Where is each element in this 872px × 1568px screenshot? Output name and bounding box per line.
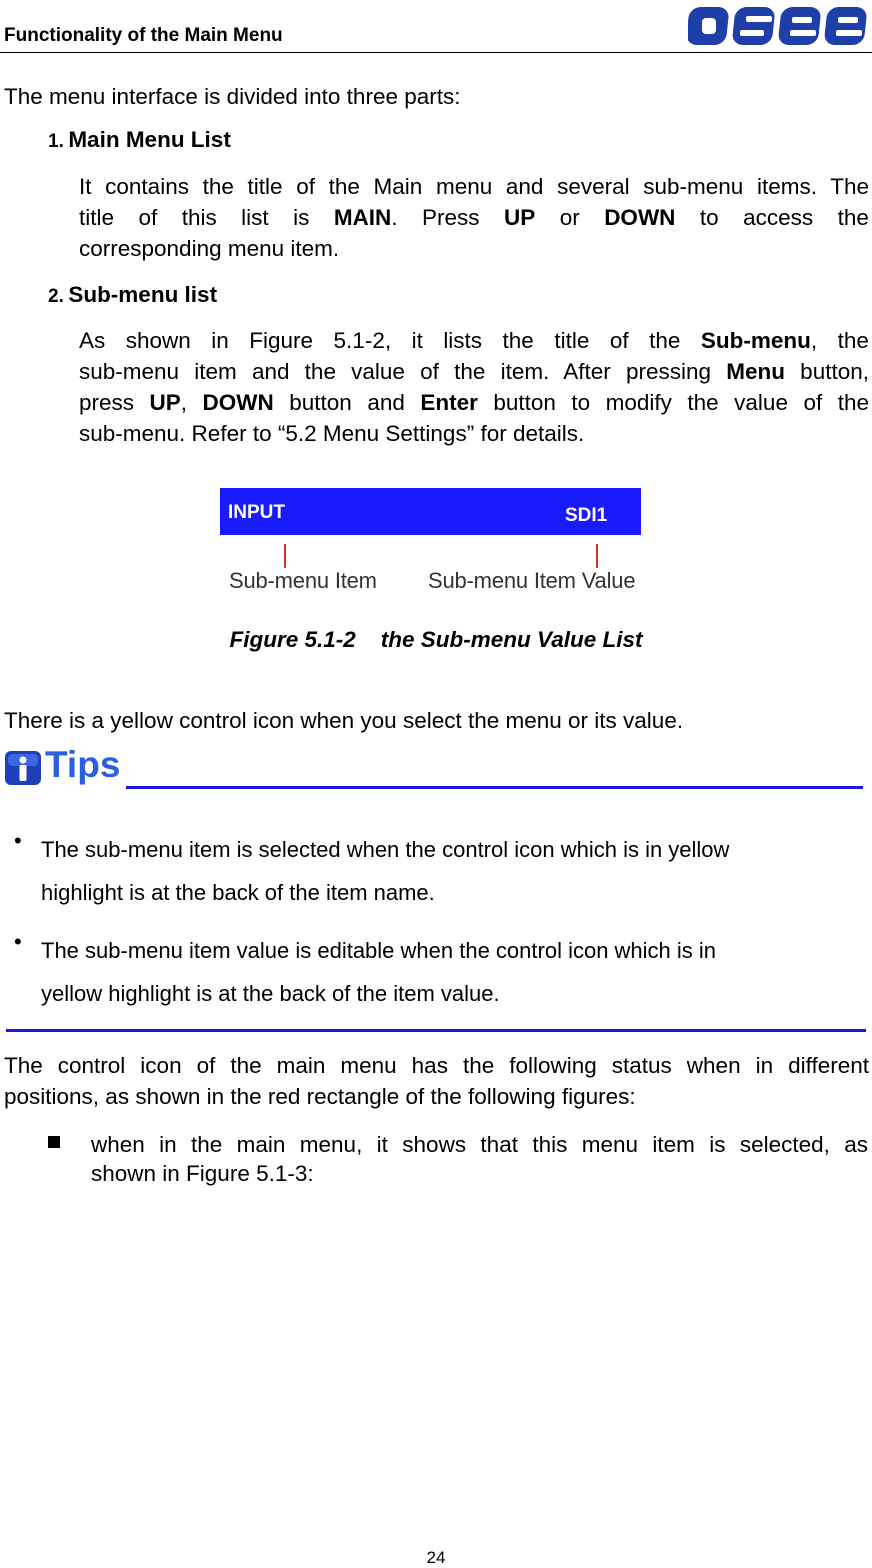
square-bullet-icon (48, 1136, 60, 1148)
tips-bullet-1: The sub-menu item is selected when the control icon which is in yellow highlight is at the back of the item name. (41, 837, 730, 905)
page-number: 24 (426, 1548, 446, 1567)
item-2-line-2: sub-menu item and the value of the item. After pressing Menu button, (79, 359, 869, 384)
osee-logo-graphic (688, 3, 870, 47)
item-1-heading (48, 127, 231, 153)
intro-text: The menu interface is divided into three parts: (4, 84, 461, 109)
figure-caption: Figure 5.1-2 the Sub-menu Value List (229, 627, 643, 652)
item-title: Sub-menu list (68, 282, 218, 307)
submenu-item-text: INPUT (228, 502, 285, 523)
pointer-tick-right (596, 544, 598, 568)
item-1-body (79, 171, 869, 264)
item-1-line-3: corresponding menu item. (79, 236, 340, 261)
figure-label-item: Sub-menu Item (229, 568, 377, 593)
osee-logo (688, 3, 870, 52)
item-2-line-1: As shown in Figure 5.1-2, it lists the title of the Sub-menu, the (79, 328, 869, 353)
pointer-tick-left (284, 544, 286, 568)
info-icon (4, 750, 42, 786)
square-item: when in the main menu, it shows that this menu item is selected, as shown in Figure 5.1-3: (91, 1132, 868, 1186)
item-1-line-2: title of this list is MAIN. Press UP or DOWN to access the (79, 205, 869, 230)
item-1-line-1: It contains the title of the Main menu and several sub-menu items. The (79, 174, 869, 199)
tips-header (4, 750, 42, 791)
item-2-line-3: press UP, DOWN button and Enter button to modify the value of the (79, 390, 869, 415)
header-rule (0, 52, 872, 53)
item-2-body (79, 325, 869, 449)
status-paragraph: The control icon of the main menu has the following status when in different positions, as shown in the red rectangle of the following figures: (4, 1053, 869, 1109)
item-title: Main Menu List (68, 127, 231, 152)
submenu-bar (220, 488, 641, 535)
figure-label-value: Sub-menu Item Value (428, 568, 636, 593)
tips-bottom-rule (6, 1029, 866, 1032)
item-2-heading (48, 282, 217, 308)
yellow-icon-note: There is a yellow control icon when you select the menu or its value. (4, 708, 684, 733)
tips-bullet-2: The sub-menu item value is editable when the control icon which is in yellow highlight is at the back of the item value. (41, 938, 717, 1006)
tips-top-rule (126, 786, 863, 789)
logo-text: OSEE (688, 3, 691, 4)
page-header-title: Functionality of the Main Menu (4, 25, 283, 46)
tips-label: Tips (45, 744, 121, 785)
submenu-value-text: SDI1 (565, 505, 608, 526)
bullet-dot-icon: • (14, 929, 22, 954)
bullet-dot-icon: • (14, 828, 22, 853)
item-2-line-4: sub-menu. Refer to “5.2 Menu Settings” for details. (79, 421, 585, 446)
item-number: 1. (48, 131, 64, 152)
item-number: 2. (48, 286, 64, 307)
